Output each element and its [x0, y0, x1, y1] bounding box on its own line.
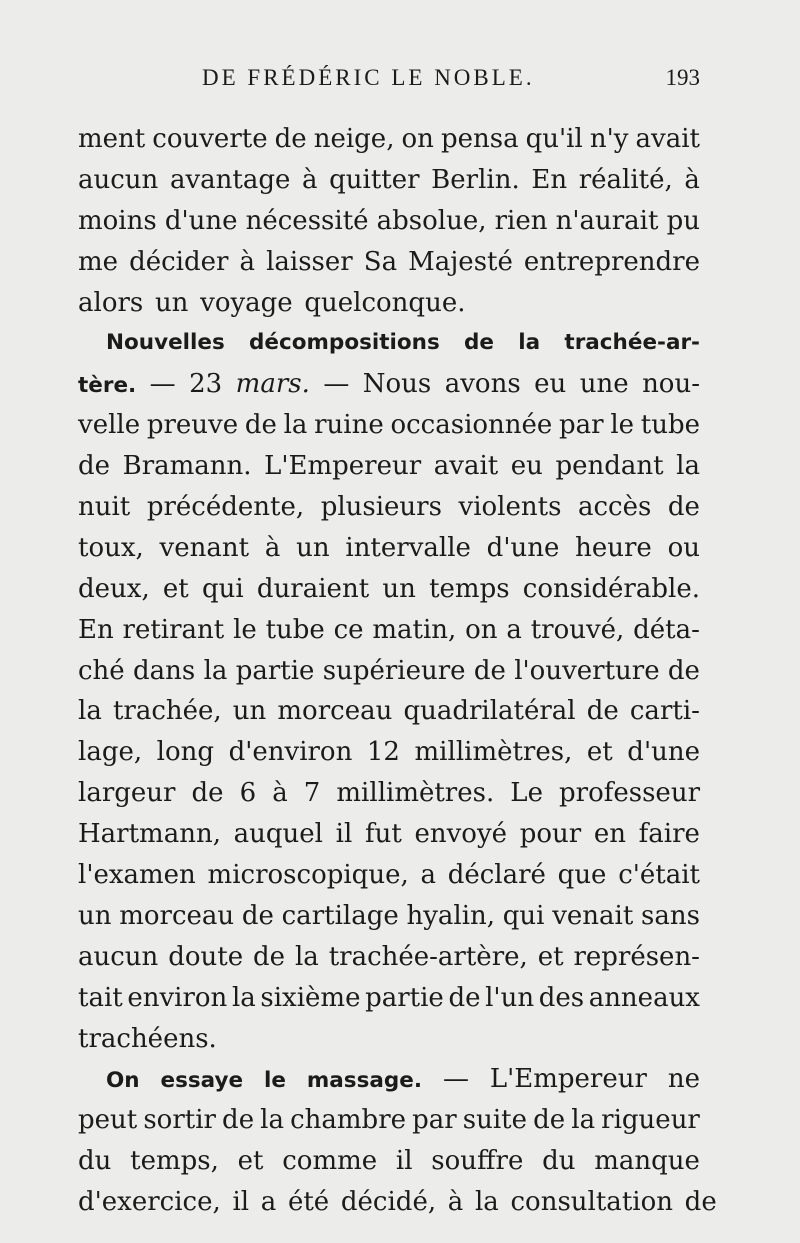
- word: Majesté: [408, 246, 513, 277]
- word: professeur: [559, 778, 700, 809]
- word: suite: [462, 1105, 528, 1136]
- word: Berlin.: [431, 164, 520, 195]
- word: de: [473, 655, 506, 686]
- word: de: [244, 410, 277, 441]
- text-line: [78, 283, 700, 324]
- word: tère.: [78, 373, 137, 399]
- word: le: [233, 614, 257, 645]
- word: qui: [201, 573, 244, 604]
- word: Nouvelles: [106, 330, 225, 356]
- word: une: [579, 369, 629, 400]
- word: partie: [365, 982, 444, 1013]
- word: couverte: [152, 124, 268, 154]
- word: on: [465, 614, 498, 645]
- word: d'une: [486, 532, 560, 563]
- word: partie: [235, 655, 315, 686]
- word: avait: [433, 451, 499, 482]
- word: d'environ: [228, 737, 353, 768]
- word: nuit: [78, 492, 131, 523]
- word: dans: [133, 655, 196, 686]
- word: 7: [303, 778, 321, 809]
- word: —: [149, 369, 176, 400]
- word: pensa: [440, 124, 519, 154]
- word: envoyé: [414, 819, 508, 850]
- word: n'aurait: [555, 205, 659, 236]
- word: il: [335, 819, 353, 850]
- word: de: [684, 1187, 717, 1218]
- word: a: [506, 614, 522, 645]
- word: de: [448, 982, 481, 1013]
- word: déta-: [633, 614, 700, 645]
- word: on: [401, 124, 434, 154]
- word: de: [586, 696, 619, 727]
- word: d'une: [164, 205, 238, 236]
- word: cartilage: [281, 900, 399, 931]
- word: la: [474, 1187, 499, 1218]
- word: le: [610, 410, 635, 441]
- word: à: [684, 164, 700, 195]
- word: décidé,: [340, 1187, 437, 1218]
- word: tube: [265, 614, 325, 645]
- word: largeur: [78, 778, 176, 809]
- word: environ: [127, 982, 228, 1013]
- text-line: [78, 1141, 700, 1182]
- word: pour: [519, 819, 582, 850]
- text-line: [78, 487, 700, 528]
- word: venant: [159, 532, 250, 563]
- word: de: [274, 124, 307, 154]
- word: trachée,: [112, 696, 222, 727]
- word: rien: [494, 205, 548, 236]
- word: sixième: [260, 982, 361, 1013]
- word: lage,: [78, 737, 143, 768]
- word: preuve: [146, 410, 239, 441]
- text-line: [78, 732, 700, 773]
- word: millimètres.: [336, 778, 495, 809]
- word: pendant: [555, 451, 664, 482]
- word: ruine: [314, 410, 384, 441]
- word: un: [382, 573, 416, 604]
- text-line: [78, 323, 700, 364]
- word: nécessité: [245, 205, 369, 236]
- word: précédente,: [146, 492, 305, 523]
- word: n'y: [589, 124, 629, 154]
- word: trouvé,: [530, 614, 625, 645]
- word: de: [222, 1105, 255, 1136]
- body-text: [78, 119, 717, 1223]
- word: me: [78, 246, 119, 277]
- word: l'un: [485, 982, 535, 1013]
- word: un: [232, 696, 267, 727]
- text-line: [78, 937, 700, 978]
- word: de: [667, 492, 700, 523]
- word: la: [676, 451, 700, 482]
- word: accès: [577, 492, 652, 523]
- word: morceau: [119, 900, 235, 931]
- word: tait: [78, 982, 123, 1013]
- word: du: [542, 1146, 576, 1177]
- word: neige,: [313, 124, 395, 154]
- word: sortir: [143, 1105, 216, 1136]
- word: a: [260, 1187, 277, 1218]
- word: décompositions: [249, 330, 440, 356]
- word: du: [78, 1146, 112, 1177]
- word: sans: [641, 900, 700, 931]
- word: un: [154, 287, 189, 318]
- word: la: [294, 941, 319, 972]
- word: mars.: [235, 369, 310, 400]
- word: le: [264, 1068, 286, 1094]
- text-line: [78, 405, 700, 446]
- word: la: [203, 655, 228, 686]
- word: 12: [366, 737, 400, 768]
- text-line: [78, 651, 700, 692]
- word: il: [232, 1187, 250, 1218]
- word: d'une: [627, 737, 700, 768]
- word: de: [533, 1105, 566, 1136]
- text-line: [78, 814, 700, 855]
- word: à: [301, 164, 318, 195]
- word: que: [557, 860, 607, 891]
- word: manque: [594, 1146, 700, 1177]
- text-line: [78, 528, 700, 569]
- word: de: [667, 655, 700, 686]
- word: quelconque.: [304, 287, 466, 318]
- text-line: [78, 242, 700, 283]
- word: massage.: [306, 1068, 423, 1094]
- word: violents: [458, 492, 562, 523]
- word: heure: [575, 532, 652, 563]
- text-line: [78, 896, 700, 937]
- word: alors: [78, 287, 144, 318]
- word: 6: [239, 778, 257, 809]
- word: velle: [78, 410, 141, 441]
- word: intervalle: [345, 532, 471, 563]
- text-line: [78, 364, 700, 405]
- word: avait: [635, 124, 700, 154]
- word: à: [447, 1187, 464, 1218]
- word: chambre: [290, 1105, 407, 1136]
- word: ment: [78, 124, 146, 154]
- word: matin,: [372, 614, 457, 645]
- word: Nous: [362, 369, 432, 400]
- word: des: [538, 982, 585, 1013]
- word: d'exercice,: [78, 1187, 221, 1218]
- word: Sa: [363, 246, 398, 277]
- word: et: [162, 573, 189, 604]
- word: En: [78, 614, 114, 645]
- word: décider: [129, 246, 229, 277]
- word: été: [287, 1187, 330, 1218]
- text-line: [78, 855, 700, 896]
- word: qui: [502, 900, 545, 931]
- word: absolue,: [376, 205, 487, 236]
- word: ne: [667, 1064, 700, 1095]
- word: deux,: [78, 573, 150, 604]
- word: avons: [444, 369, 521, 400]
- word: de: [191, 778, 224, 809]
- word: ou: [667, 532, 700, 563]
- word: de: [78, 451, 111, 482]
- word: à: [272, 778, 288, 809]
- word: et: [237, 1146, 264, 1177]
- word: réalité,: [578, 164, 673, 195]
- running-title: DE FRÉDÉRIC LE NOBLE.: [202, 65, 535, 90]
- text-line: [78, 1019, 700, 1060]
- word: la: [518, 330, 541, 356]
- word: fut: [364, 819, 402, 850]
- word: retirant: [122, 614, 225, 645]
- word: consultation: [510, 1187, 673, 1218]
- text-line: [78, 773, 700, 814]
- word: eu: [510, 451, 543, 482]
- word: doute: [168, 941, 244, 972]
- word: un: [78, 900, 112, 931]
- page-header: [78, 62, 700, 94]
- word: hyalin,: [406, 900, 496, 931]
- word: eu: [534, 369, 567, 400]
- word: tube: [640, 410, 700, 441]
- word: par: [412, 1105, 457, 1136]
- word: et: [586, 737, 613, 768]
- word: essaye: [160, 1068, 244, 1094]
- word: ché: [78, 655, 125, 686]
- word: la: [260, 1105, 284, 1136]
- text-line: [78, 1100, 700, 1141]
- word: la: [283, 410, 308, 441]
- word: aucun: [78, 941, 159, 972]
- word: morceau: [277, 696, 393, 727]
- word: peut: [78, 1105, 138, 1136]
- word: et: [537, 941, 564, 972]
- word: entreprendre: [523, 246, 700, 277]
- word: long: [156, 737, 215, 768]
- word: auquel: [233, 819, 323, 850]
- word: un: [296, 532, 330, 563]
- word: moins: [78, 205, 157, 236]
- word: L'Empereur: [264, 451, 422, 482]
- word: trachée-ar-: [564, 330, 700, 356]
- word: quitter: [329, 164, 420, 195]
- page-number: 193: [665, 65, 700, 90]
- word: supérieure: [322, 655, 466, 686]
- word: avantage: [169, 164, 291, 195]
- word: On: [106, 1068, 140, 1094]
- word: anneaux: [588, 982, 700, 1013]
- word: nou-: [642, 369, 700, 400]
- word: duraient: [256, 573, 370, 604]
- word: temps: [429, 573, 510, 604]
- word: de: [241, 900, 274, 931]
- word: trachéens.: [78, 1023, 217, 1054]
- word: toux,: [78, 532, 144, 563]
- word: de: [253, 941, 286, 972]
- word: considérable.: [522, 573, 700, 604]
- word: la: [231, 982, 256, 1013]
- word: il: [395, 1146, 413, 1177]
- word: la: [78, 696, 102, 727]
- word: à: [239, 246, 256, 277]
- word: Hartmann,: [78, 819, 221, 850]
- word: l'examen: [78, 860, 196, 891]
- text-line: [78, 1059, 700, 1100]
- word: Le: [510, 778, 543, 809]
- word: trachée-artère,: [328, 941, 528, 972]
- word: —: [323, 369, 350, 400]
- word: à: [264, 532, 281, 563]
- word: laisser: [266, 246, 353, 277]
- word: temps,: [130, 1146, 219, 1177]
- word: la: [571, 1105, 596, 1136]
- word: 23: [189, 369, 223, 400]
- text-line: [78, 160, 700, 201]
- word: comme: [282, 1146, 378, 1177]
- word: venait: [552, 900, 634, 931]
- word: millimètres,: [414, 737, 573, 768]
- word: déclaré: [447, 860, 546, 891]
- word: qu'il: [525, 124, 583, 154]
- word: par: [559, 410, 604, 441]
- word: pu: [666, 205, 700, 236]
- text-line: [78, 119, 700, 160]
- word: voyage: [200, 287, 293, 318]
- text-line: [78, 978, 700, 1019]
- text-line: [78, 446, 700, 487]
- word: Bramann.: [122, 451, 252, 482]
- word: plusieurs: [320, 492, 442, 523]
- word: de: [464, 330, 495, 356]
- word: faire: [638, 819, 700, 850]
- word: carti-: [629, 696, 700, 727]
- text-line: [78, 1182, 717, 1223]
- text-line: [78, 610, 700, 651]
- word: ce: [333, 614, 364, 645]
- word: représen-: [573, 941, 700, 972]
- word: souffre: [431, 1146, 524, 1177]
- text-line: [78, 201, 700, 242]
- word: a: [420, 860, 436, 891]
- word: —: [442, 1064, 469, 1095]
- word: c'était: [618, 860, 700, 891]
- word: aucun: [78, 164, 159, 195]
- word: occasionnée: [390, 410, 553, 441]
- word: l'ouverture: [514, 655, 660, 686]
- word: en: [593, 819, 626, 850]
- word: microscopique,: [207, 860, 409, 891]
- word: quadrilatéral: [403, 696, 576, 727]
- text-line: [78, 691, 700, 732]
- word: rigueur: [601, 1105, 700, 1136]
- text-line: [78, 569, 700, 610]
- word: L'Empereur: [489, 1064, 647, 1095]
- word: En: [531, 164, 568, 195]
